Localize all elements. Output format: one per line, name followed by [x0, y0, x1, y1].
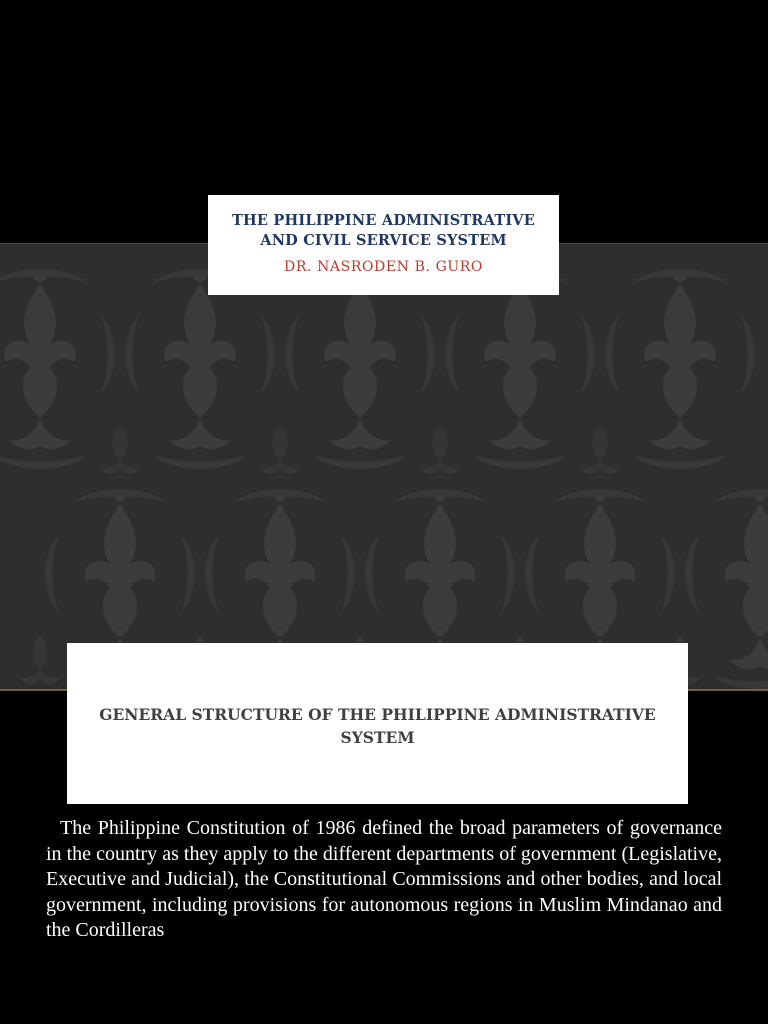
section-heading-line-2: SYSTEM	[340, 728, 415, 747]
title-card	[208, 195, 559, 295]
document-title-line-2: AND CIVIL SERVICE SYSTEM	[260, 232, 507, 249]
document-title-line-1: THE PHILIPPINE ADMINISTRATIVE	[231, 212, 536, 229]
section-heading-card	[67, 643, 688, 804]
section-heading-line-1: GENERAL STRUCTURE OF THE PHILIPPINE ADMINISTRATIVE	[99, 705, 656, 724]
damask-pattern-band	[0, 243, 768, 691]
author-name: DR. NASRODEN B. GURO	[284, 259, 483, 275]
body-paragraph: The Philippine Constitution of 1986 defined the broad parameters of governance in the country as they apply to the different departments of government (Legislative, Executive and Judicial), the Constitutional Commissions and other bodies, and local government, including provisions for autonomous regions in Muslim Mindanao and the Cordilleras	[46, 817, 722, 941]
damask-pattern	[0, 244, 768, 689]
